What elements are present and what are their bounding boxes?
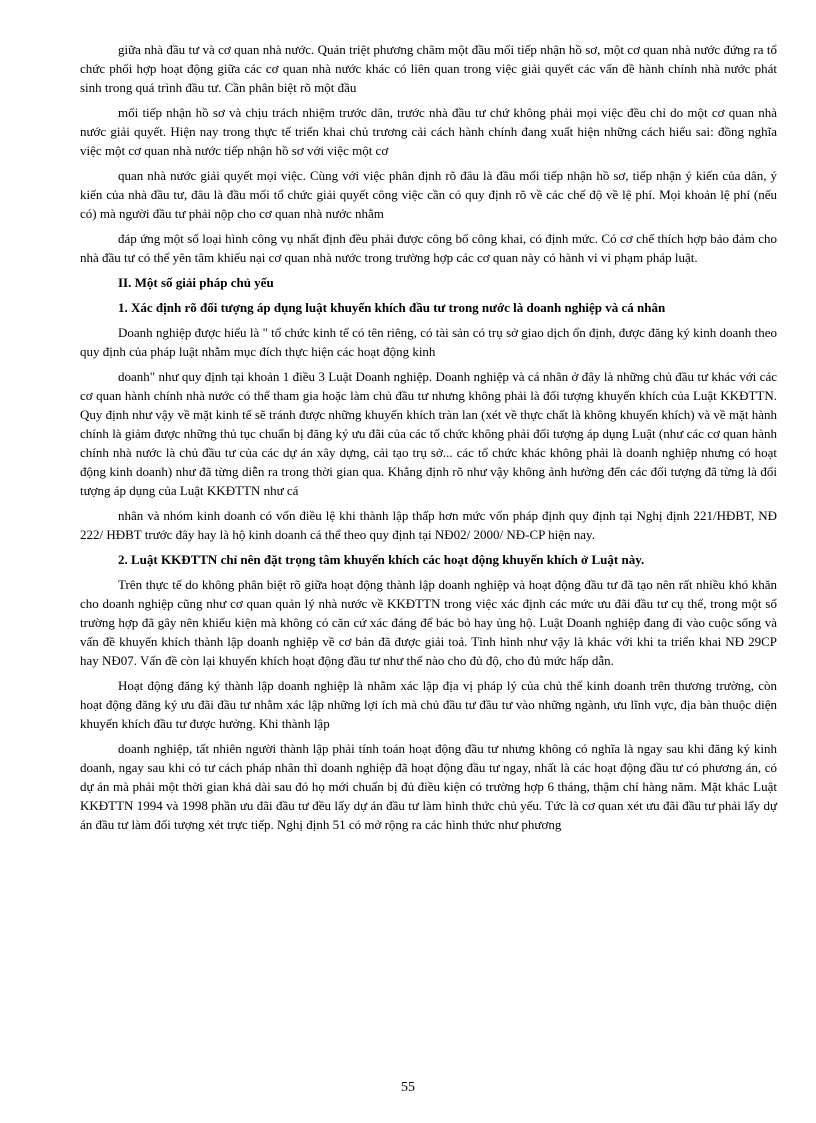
paragraph: Doanh nghiệp được hiểu là " tổ chức kinh tế có tên riêng, có tài sản có trụ sở giao dịch ổn định, được đăng ký kinh doanh theo quy định của pháp luật nhằm mục đích thực hiện các hoạt động kinh: [80, 325, 777, 359]
page-number: 55: [401, 1080, 415, 1095]
document-body: [80, 40, 777, 840]
paragraph: doanh nghiệp, tất nhiên người thành lập phải tính toán hoạt động đầu tư nhưng không có nghĩa là ngay sau khi đăng ký kinh doanh, ngay sau khi có tư cách pháp nhân thì doanh nghiệp đã hoạt động đầu tư ngay, nhất là các hoạt động đầu tư có phương án, có dự án mà phải một thời gian khá dài sau đó họ mới chuẩn bị đủ điều kiện có trường hợp 6 tháng, thậm chí hàng năm. Mặt khác Luật KKĐTTN 1994 và 1998 phần ưu đãi đầu tư đều lấy dự án đầu tư làm hình thức chủ yếu. Tức là cơ quan xét ưu đãi đầu tư phải lấy dự án đầu tư làm đối tượng xét trực tiếp. Nghị định 51 có mở rộng ra các hình thức như phương: [80, 741, 777, 832]
paragraph: mối tiếp nhận hồ sơ và chịu trách nhiệm trước dân, trước nhà đầu tư chứ không phải mọi việc đều chỉ do một cơ quan nhà nước giải quyết. Hiện nay trong thực tế triển khai chủ trương cải cách hành chính đang xuất hiện những cách hiểu sai: đồng nghĩa việc một cơ quan nhà nước tiếp nhận hồ sơ với việc một cơ: [80, 105, 777, 158]
section-heading: 1. Xác định rõ đối tượng áp dụng luật khuyến khích đầu tư trong nước là doanh nghiệp và cá nhân: [118, 300, 666, 315]
section-heading: 2. Luật KKĐTTN chỉ nên đặt trọng tâm khuyến khích các hoạt động khuyến khích ở Luật này.: [118, 552, 645, 567]
section-heading: II. Một số giải pháp chủ yếu: [118, 275, 274, 290]
paragraph: Trên thực tế do không phân biệt rõ giữa hoạt động thành lập doanh nghiệp và hoạt động đầu tư đã tạo nên rất nhiều khó khăn cho doanh nghiệp cũng như cơ quan quản lý nhà nước về KKĐTTN trong việc xác định các mức ưu đãi đầu tư cụ thể, trong một số trường hợp đã gây nên khiếu kiện mà không có căn cứ xác đáng để bác bỏ hay ủng hộ. Luật Doanh nghiệp đang đi vào cuộc sống và vấn đề khuyến khích thành lập doanh nghiệp về cơ bản đã được giải toả. Tình hình như vậy là khác với khi ta triển khai NĐ 29CP hay NĐ07. Vấn đề còn lại khuyến khích hoạt động đầu tư như thế nào cho đủ độ, cho đủ mức hấp dẫn.: [80, 577, 777, 668]
paragraph: quan nhà nước giải quyết mọi việc. Cùng với việc phân định rõ đâu là đầu mối tiếp nhận hồ sơ, tiếp nhận ý kiến của dân, ý kiến của nhà đầu tư, đâu là đầu mối tổ chức giải quyết công việc cần có quy định rõ về các chế độ về lệ phí. Mọi khoản lệ phí (nếu có) mà người đầu tư phải nộp cho cơ quan nhà nước nhằm: [80, 168, 777, 221]
paragraph: doanh" như quy định tại khoản 1 điều 3 Luật Doanh nghiệp. Doanh nghiệp và cá nhân ở đây là những chủ đầu tư khác với các cơ quan hành chính nhà nước có thể tham gia hoặc làm chủ đầu tư nhưng không phải là đối tượng khuyến khích của Luật KKĐTTN. Quy định như vậy về mặt kinh tế sẽ tránh được những khuyến khích tràn lan (xét về thực chất là không khuyến khích) và về mặt hành chính là giảm được những thủ tục chuẩn bị đăng ký ưu đãi của các tổ chức không phải đối tượng áp dụng Luật (như các cơ quan hành chính nhà nước là chủ đầu tư của các dự án xây dựng, cải tạo trụ sở... các tổ chức khác không phải là doanh nghiệp nhưng có hoạt động kinh doanh) như đã từng diễn ra trong thời gian qua. Khẳng định rõ như vậy không ảnh hưởng đến các đối tượng đã từng là đối tượng áp dụng của Luật KKĐTTN như cá: [80, 369, 777, 498]
paragraph: nhân và nhóm kinh doanh có vốn điều lệ khi thành lập thấp hơn mức vốn pháp định quy định tại Nghị định 221/HĐBT, NĐ 222/ HĐBT trước đây hay là hộ kinh doanh cá thể theo quy định tại NĐ02/ 2000/ NĐ-CP hiện nay.: [80, 508, 777, 542]
paragraph: đáp ứng một số loại hình công vụ nhất định đều phải được công bố công khai, có định mức. Có cơ chế thích hợp bảo đảm cho nhà đầu tư có thể yên tâm khiếu nại cơ quan nhà nước trong trường hợp các cơ quan này có hành vi vi phạm pháp luật.: [80, 231, 777, 265]
paragraph: giữa nhà đầu tư và cơ quan nhà nước. Quán triệt phương châm một đầu mối tiếp nhận hồ sơ, một cơ quan nhà nước đứng ra tổ chức phối hợp hoạt động giữa các cơ quan nhà nước khác có liên quan trong việc giải quyết các vấn đề hành chính nhà nước phát sinh trong quá trình đầu tư. Cần phân biệt rõ một đầu: [80, 42, 777, 95]
paragraph: Hoạt động đăng ký thành lập doanh nghiệp là nhằm xác lập địa vị pháp lý của chủ thể kinh doanh trên thương trường, còn hoạt động đăng ký ưu đãi đầu tư nhằm xác lập những lợi ích mà chủ đầu tư đầu tư vào những ngành, ưu lĩnh vực, địa bàn thuộc diện khuyến khích đầu tư được hưởng. Khi thành lập: [80, 678, 777, 731]
